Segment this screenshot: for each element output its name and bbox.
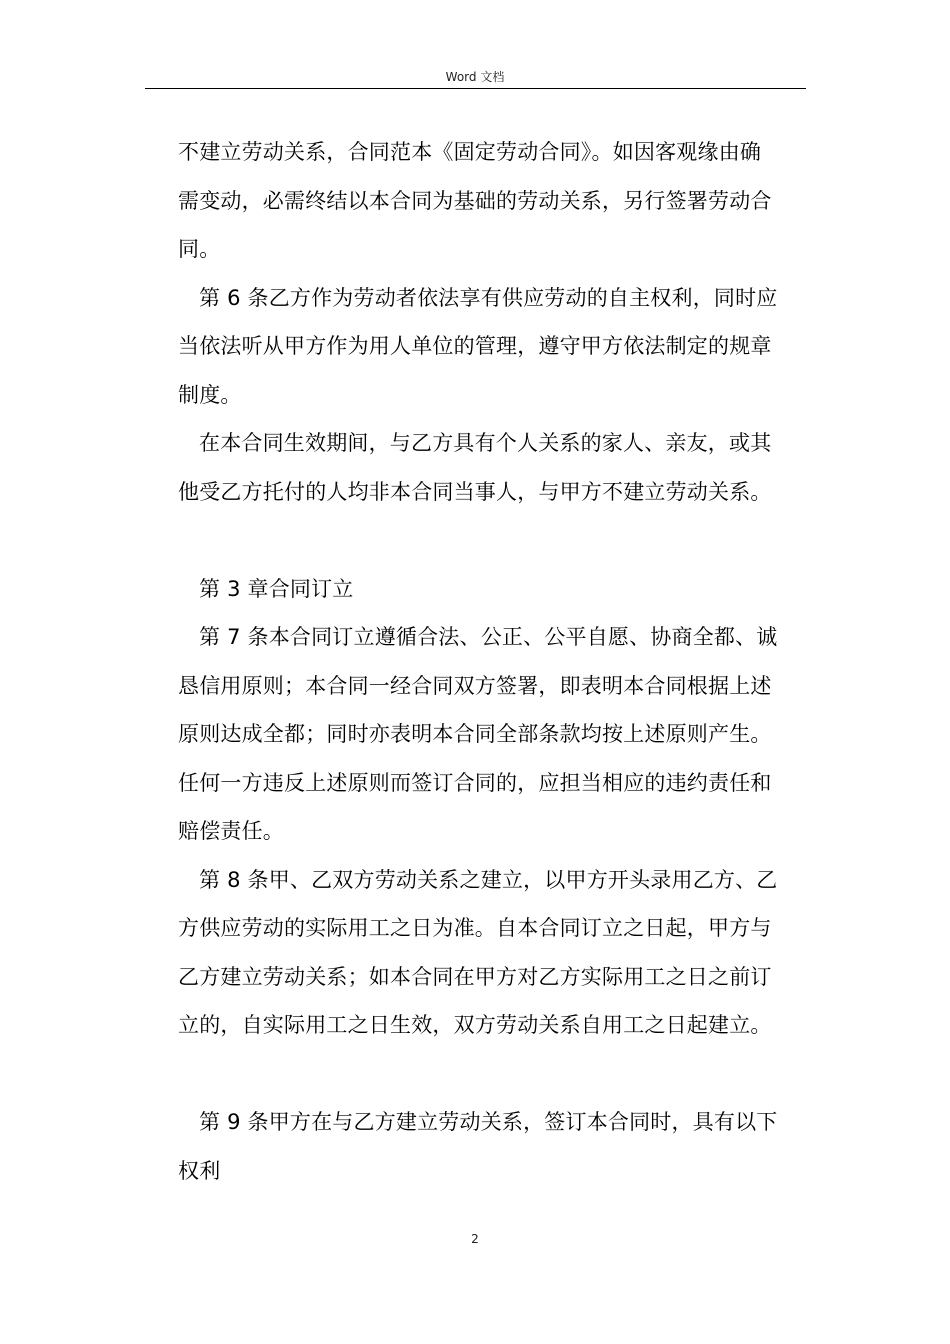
page-header: Word 文档 [445, 70, 505, 84]
article-9-line: 第 9 条甲方在与乙方建立劳动关系，签订本合同时，具有以下 [199, 1110, 778, 1134]
chapter-heading: 第 3 章合同订立 [199, 576, 354, 601]
text-line: 赔偿责任。 [178, 819, 284, 843]
text-line: 制度。 [178, 382, 242, 407]
text-line: 原则达成全都；同时亦表明本合同全部条款均按上述原则产生。 [178, 722, 772, 746]
text-line: 需变动，必需终结以本合同为基础的劳动关系，另行签署劳动合 [178, 188, 772, 213]
text-line: 立的，自实际用工之日生效，双方劳动关系自用工之日起建立。 [178, 1013, 772, 1037]
text-line: 权利 [178, 1158, 221, 1183]
paragraph-gap [178, 516, 812, 565]
text-line: 当依法听从甲方作为用人单位的管理，遵守甲方依法制定的规章 [178, 334, 772, 358]
article-6-line: 第 6 条乙方作为劳动者依法享有供应劳动的自主权利，同时应 [199, 285, 778, 310]
article-8-line: 第 8 条甲、乙双方劳动关系之建立，以甲方开头录用乙方、乙 [199, 867, 778, 892]
text-line: 乙方建立劳动关系；如本合同在甲方对乙方实际用工之日之前订 [178, 964, 772, 989]
document-body [178, 128, 812, 1195]
header-divider [145, 88, 806, 89]
page-number: 2 [471, 1232, 479, 1246]
text-line: 他受乙方托付的人均非本合同当事人，与甲方不建立劳动关系。 [178, 479, 772, 504]
text-line: 在本合同生效期间，与乙方具有个人关系的家人、亲友，或其 [199, 431, 772, 455]
text-line: 不建立劳动关系，合同范本《固定劳动合同》。如因客观缘由确 [178, 140, 762, 164]
text-line: 同。 [178, 237, 221, 261]
text-line: 方供应劳动的实际用工之日为准。自本合同订立之日起，甲方与 [178, 916, 772, 940]
text-line: 恳信用原则；本合同一经合同双方签署，即表明本合同根据上述 [178, 673, 772, 698]
text-line: 任何一方违反上述原则而签订合同的，应担当相应的违约责任和 [178, 770, 772, 795]
article-7-line: 第 7 条本合同订立遵循合法、公正、公平自愿、协商全都、诚 [199, 625, 778, 649]
paragraph-gap [178, 1050, 812, 1099]
